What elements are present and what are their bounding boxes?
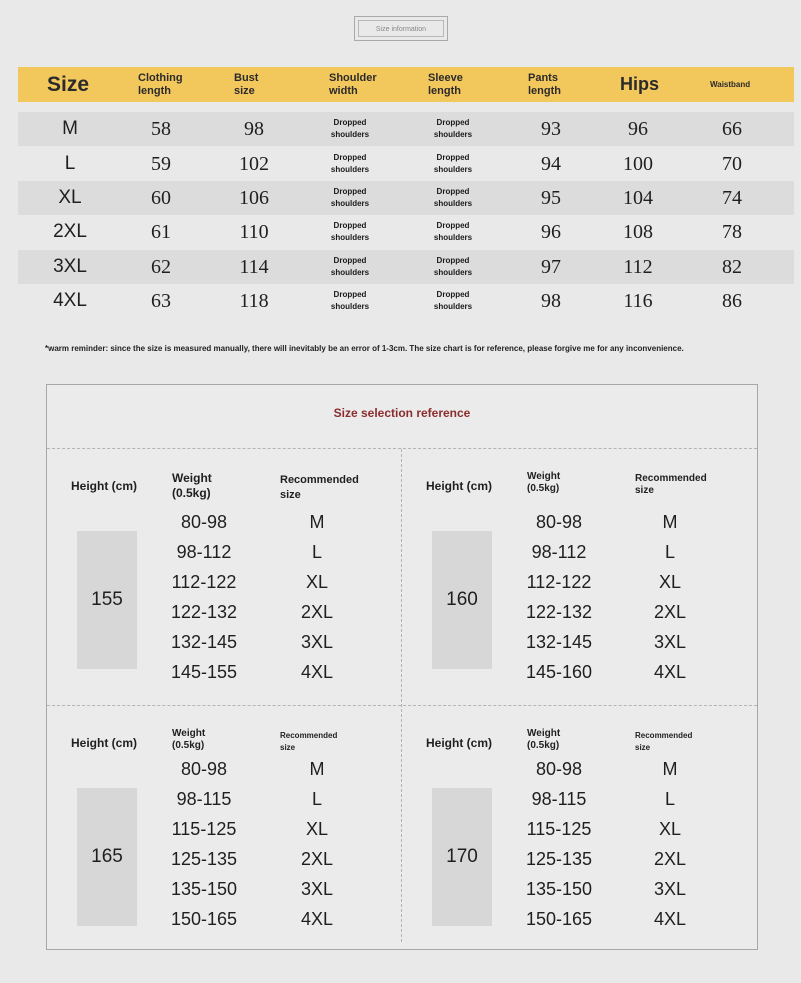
recommended-size: M [662, 512, 678, 532]
cell-pants: 97 [541, 255, 561, 278]
cell-hips: 116 [623, 289, 653, 312]
recommended-label: Recommended size [280, 474, 359, 501]
recommended-size: 4XL [653, 662, 687, 682]
cell-sleeve: Dropped shoulders [433, 118, 473, 139]
cell-clothing: 60 [151, 186, 171, 209]
table-row [18, 250, 794, 284]
header-waistband: Waistband [710, 80, 751, 89]
panel-title: Size selection reference [333, 406, 471, 420]
section-title-box [354, 16, 448, 41]
recommended-label: Recommended size [635, 473, 707, 496]
cell-bust: 106 [239, 186, 269, 209]
height-label: Height (cm) [71, 479, 137, 493]
weight-range: 145-155 [170, 662, 238, 682]
recommended-size: 4XL [300, 662, 334, 682]
header-clothing-length: Clothing length [138, 71, 183, 97]
cell-size: 3XL [53, 256, 87, 277]
weight-range: 115-125 [526, 819, 592, 839]
height-label: Height (cm) [426, 736, 492, 750]
cell-clothing: 58 [151, 117, 171, 140]
cell-hips: 104 [623, 186, 653, 209]
weight-range: 98-112 [176, 542, 232, 562]
cell-shoulder: Dropped shoulders [330, 221, 370, 242]
cell-waist: 86 [722, 289, 742, 312]
cell-size: 2XL [53, 221, 87, 242]
height-label: Height (cm) [71, 736, 137, 750]
recommended-size: L [664, 789, 675, 809]
cell-waist: 78 [722, 220, 742, 243]
cell-shoulder: Dropped shoulders [330, 290, 370, 311]
cell-pants: 93 [541, 117, 561, 140]
recommended-size: XL [658, 572, 682, 592]
height-value: 170 [432, 788, 492, 926]
weight-range: 125-135 [170, 849, 238, 869]
recommended-size: 3XL [300, 879, 334, 899]
weight-range: 80-98 [180, 512, 228, 532]
recommended-size: 3XL [653, 632, 687, 652]
recommended-label: Recommended size [635, 731, 693, 752]
cell-waist: 82 [722, 255, 742, 278]
recommended-size: L [311, 542, 322, 562]
recommended-size: 2XL [300, 849, 334, 869]
cell-shoulder: Dropped shoulders [330, 118, 370, 139]
cell-sleeve: Dropped shoulders [433, 256, 473, 277]
cell-clothing: 61 [151, 220, 171, 243]
weight-range: 150-165 [170, 909, 238, 929]
recommended-size: M [309, 512, 325, 532]
header-size: Size [47, 72, 90, 96]
cell-bust: 114 [239, 255, 269, 278]
recommended-size: 3XL [300, 632, 334, 652]
recommended-size: 2XL [653, 849, 687, 869]
recommended-size: 2XL [300, 602, 334, 622]
weight-range: 98-115 [531, 789, 587, 809]
cell-bust: 98 [244, 117, 264, 140]
cell-sleeve: Dropped shoulders [433, 221, 473, 242]
cell-pants: 96 [541, 220, 561, 243]
table-row [18, 181, 794, 215]
weight-range: 80-98 [180, 759, 228, 779]
cell-waist: 66 [722, 117, 742, 140]
cell-hips: 100 [623, 152, 653, 175]
recommended-size: 4XL [653, 909, 687, 929]
weight-range: 80-98 [535, 759, 583, 779]
weight-label: Weight (0.5kg) [527, 471, 561, 494]
cell-size: L [64, 153, 76, 174]
recommended-size: 2XL [653, 602, 687, 622]
cell-clothing: 59 [151, 152, 171, 175]
header-shoulder-width: Shoulder width [329, 71, 377, 97]
recommended-size: M [309, 759, 325, 779]
weight-label: Weight (0.5kg) [172, 728, 206, 751]
height-value: 155 [77, 531, 137, 669]
header-bust-size: Bust size [234, 71, 259, 97]
table-row [18, 215, 794, 249]
weight-label: Weight (0.5kg) [527, 728, 561, 751]
weight-range: 132-145 [170, 632, 238, 652]
recommended-label: Recommended size [280, 731, 338, 752]
cell-hips: 96 [628, 117, 648, 140]
cell-bust: 102 [239, 152, 269, 175]
weight-range: 115-125 [171, 819, 237, 839]
size-table-header [18, 67, 794, 102]
cell-pants: 95 [541, 186, 561, 209]
cell-pants: 94 [541, 152, 561, 175]
cell-clothing: 62 [151, 255, 171, 278]
weight-range: 112-122 [526, 572, 592, 592]
weight-label: Weight (0.5kg) [172, 471, 212, 500]
cell-sleeve: Dropped shoulders [433, 153, 473, 174]
weight-range: 145-160 [525, 662, 593, 682]
weight-range: 112-122 [171, 572, 237, 592]
recommended-size: XL [305, 572, 329, 592]
weight-range: 80-98 [535, 512, 583, 532]
cell-shoulder: Dropped shoulders [330, 153, 370, 174]
weight-range: 98-115 [176, 789, 232, 809]
recommended-size: L [664, 542, 675, 562]
cell-hips: 112 [623, 255, 653, 278]
cell-pants: 98 [541, 289, 561, 312]
height-value: 165 [77, 788, 137, 926]
weight-range: 135-150 [525, 879, 593, 899]
recommended-size: L [311, 789, 322, 809]
weight-range: 122-132 [525, 602, 593, 622]
section-title: Size information [358, 20, 444, 37]
recommended-size: 4XL [300, 909, 334, 929]
weight-range: 98-112 [531, 542, 587, 562]
header-hips: Hips [620, 74, 660, 94]
height-label: Height (cm) [426, 479, 492, 493]
weight-range: 122-132 [170, 602, 238, 622]
height-block-165 [47, 706, 401, 956]
weight-range: 125-135 [525, 849, 593, 869]
weight-range: 132-145 [525, 632, 593, 652]
size-selection-panel [46, 384, 758, 950]
table-row [18, 147, 794, 181]
warm-reminder-note: *warm reminder: since the size is measured manually, there will inevitably be an error of 1-3cm. The size chart is for reference, please forgive me for any inconvenience. [45, 344, 684, 353]
table-row [18, 284, 794, 318]
cell-shoulder: Dropped shoulders [330, 187, 370, 208]
height-block-170 [402, 706, 756, 956]
height-block-160 [402, 449, 756, 699]
recommended-size: M [662, 759, 678, 779]
recommended-size: XL [305, 819, 329, 839]
weight-range: 150-165 [525, 909, 593, 929]
cell-waist: 74 [722, 186, 742, 209]
cell-size: XL [58, 187, 82, 208]
height-block-155 [47, 449, 401, 699]
recommended-size: XL [658, 819, 682, 839]
cell-shoulder: Dropped shoulders [330, 256, 370, 277]
cell-size: M [62, 118, 78, 139]
cell-clothing: 63 [151, 289, 171, 312]
header-pants-length: Pants length [528, 71, 561, 97]
cell-bust: 110 [239, 220, 269, 243]
cell-bust: 118 [239, 289, 269, 312]
cell-size: 4XL [53, 290, 87, 311]
cell-sleeve: Dropped shoulders [433, 290, 473, 311]
cell-hips: 108 [623, 220, 653, 243]
recommended-size: 3XL [653, 879, 687, 899]
height-value: 160 [432, 531, 492, 669]
cell-waist: 70 [722, 152, 742, 175]
table-row [18, 112, 794, 146]
cell-sleeve: Dropped shoulders [433, 187, 473, 208]
weight-range: 135-150 [170, 879, 238, 899]
header-sleeve-length: Sleeve length [428, 71, 463, 97]
